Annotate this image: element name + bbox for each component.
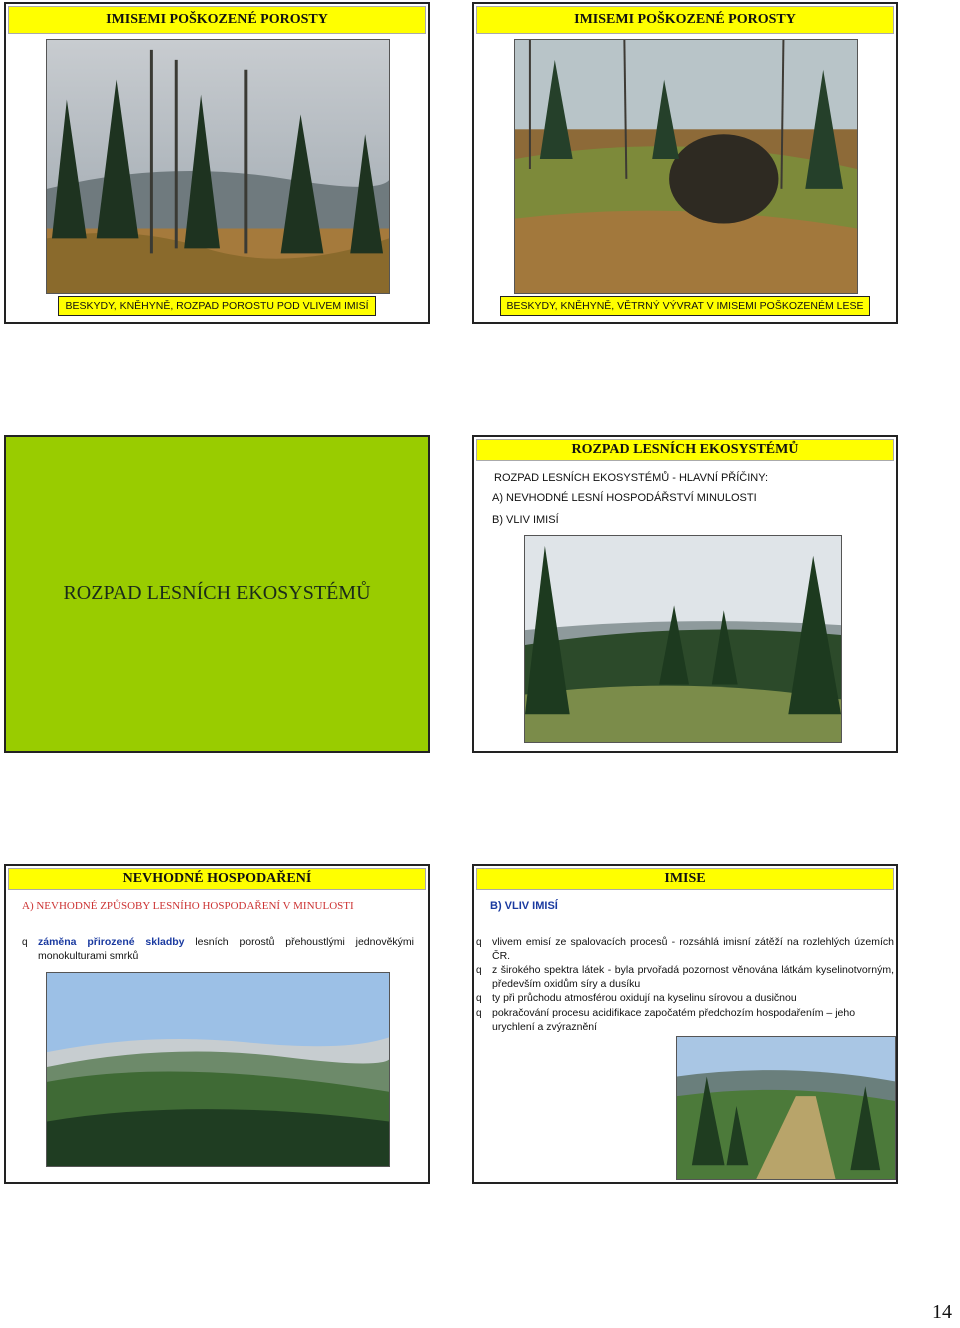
slide-title-bar — [8, 6, 426, 34]
text-line: B) VLIV IMISÍ — [492, 514, 559, 526]
slide-title-bar — [476, 868, 894, 890]
slide-title: IMISEMI POŠKOZENÉ POROSTY — [574, 12, 796, 27]
bullet-text: ty při průchodu atmosférou oxidují na kyselinu sírovou a dusičnou — [492, 992, 797, 1004]
bullet-marker: q — [476, 1008, 482, 1019]
photo-windthrow — [514, 39, 858, 294]
bullet-item — [476, 964, 894, 991]
bullet-rest: lesních porostů přehoustlými jednověkými monokulturami smrků — [38, 936, 414, 962]
slide-title: ROZPAD LESNÍCH EKOSYSTÉMŮ — [571, 442, 799, 457]
slide-title: IMISEMI POŠKOZENÉ POROSTY — [106, 12, 328, 27]
slide-2 — [472, 2, 898, 324]
bullet-item — [22, 936, 414, 963]
bullet-item — [476, 1007, 894, 1034]
slide-3 — [4, 435, 430, 753]
slide-big-title: ROZPAD LESNÍCH EKOSYSTÉMŮ — [63, 582, 371, 604]
bullet-item — [476, 992, 894, 1006]
slide-title: NEVHODNÉ HOSPODAŘENÍ — [122, 871, 312, 886]
slide-1 — [4, 2, 430, 324]
bullet-text: vlivem emisí ze spalovacích procesů - rozsáhlá imisní zátěží na rozlehlých územích ČR. — [492, 936, 894, 962]
slide-5 — [4, 864, 430, 1184]
slide-title-bar — [476, 6, 894, 34]
slide-4 — [472, 435, 898, 753]
photo-spruce-monoculture — [46, 972, 390, 1167]
bullet-text: z širokého spektra látek - byla prvořadá pozornost věnována látkám kyselinotvorným, především oxidům síry a dusíku — [492, 964, 894, 990]
slide-6 — [472, 864, 898, 1184]
bullet-text — [38, 936, 414, 963]
photo-forest-path — [676, 1036, 896, 1180]
page-number: 14 — [932, 1301, 952, 1323]
photo-forest-clearing — [524, 535, 842, 743]
bullet-text: pokračování procesu acidifikace započatém předchozím hospodařením – jeho urychlení a zvýraznění — [492, 1007, 856, 1033]
bullet-marker: q — [476, 965, 482, 976]
bullet-marker: q — [476, 937, 482, 948]
bullet-marker: q — [476, 993, 482, 1004]
slide-title: IMISE — [664, 871, 706, 886]
slide-subtitle: A) NEVHODNÉ ZPŮSOBY LESNÍHO HOSPODAŘENÍ V MINULOSTI — [22, 900, 354, 912]
bullet-item — [476, 936, 894, 963]
text-line: ROZPAD LESNÍCH EKOSYSTÉMŮ - HLAVNÍ PŘÍČINY: — [494, 472, 769, 484]
slide-title-bar — [8, 868, 426, 890]
slide-title-bar — [476, 439, 894, 461]
photo-dead-spruce-forest — [46, 39, 390, 294]
bullet-marker: q — [22, 937, 28, 948]
slide-caption: BESKYDY, KNĚHYNĚ, ROZPAD POROSTU POD VLIVEM IMISÍ — [58, 296, 376, 316]
text-line: A) NEVHODNÉ LESNÍ HOSPODÁŘSTVÍ MINULOSTI — [492, 492, 757, 504]
bullet-highlight: záměna přirozené skladby — [38, 936, 185, 948]
slide-subtitle: B) VLIV IMISÍ — [490, 900, 558, 912]
slide-caption: BESKYDY, KNĚHYNĚ, VĚTRNÝ VÝVRAT V IMISEMI POŠKOZENÉM LESE — [500, 296, 870, 316]
